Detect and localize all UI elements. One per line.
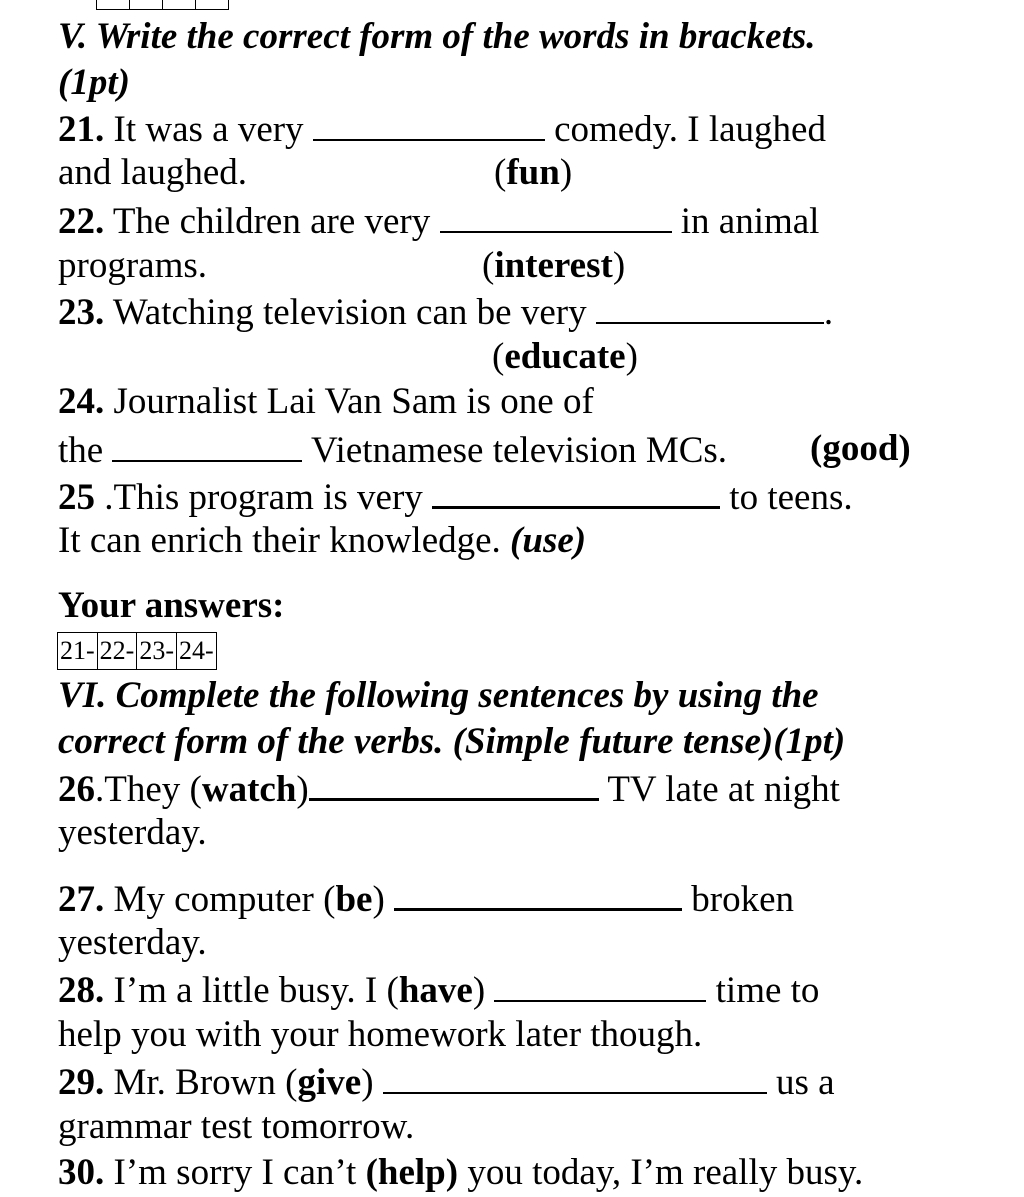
verb-hint: be (335, 879, 373, 920)
answer-box (57, 632, 217, 670)
question-text: Watching television can be very (104, 292, 596, 333)
question-26: 26.They (watch) TV late at night (58, 769, 840, 810)
question-text: to teens. (720, 477, 853, 518)
question-24 (58, 383, 594, 420)
question-text: in animal (671, 201, 820, 242)
question-27-continued: yesterday. (58, 922, 207, 963)
answers-label: Your answers: (58, 585, 285, 626)
question-text: Journalist Lai Van Sam is one of (104, 381, 594, 422)
question-28-continued: help you with your homework later though. (58, 1014, 703, 1055)
section-6-heading-line-1: VI. Complete the following sentences by using the (58, 675, 819, 716)
question-29: 29. Mr. Brown (give) us a (58, 1062, 835, 1103)
answer-blank-25[interactable] (432, 476, 720, 509)
verb-hint: give (297, 1062, 362, 1103)
question-number: 24. (58, 381, 105, 422)
question-text: .This program is very (95, 477, 433, 518)
question-27: 27. My computer (be) broken (58, 879, 795, 920)
question-text: The children are very (104, 201, 440, 242)
hint-fun: (fun) (494, 152, 573, 193)
answer-blank-27[interactable] (394, 878, 682, 911)
question-text: It was a very (104, 109, 313, 150)
section-5-heading: V. Write the correct form of the words in brackets. (58, 16, 816, 57)
hint-educate: (educate) (492, 336, 638, 377)
question-30: 30. I’m sorry I can’t (help) you today, I’m really busy. (58, 1152, 864, 1193)
question-text: . (823, 292, 834, 333)
question-number: 25 (58, 477, 95, 518)
question-22-continued: programs. (58, 245, 207, 286)
section-6-heading-line-2: correct form of the verbs. (Simple future tense)(1pt) (58, 721, 846, 762)
hint-use: (use) (510, 520, 587, 561)
question-28: 28. I’m a little busy. I (have) time to (58, 970, 820, 1011)
question-25 (58, 476, 853, 516)
hint-good: (good) (810, 428, 911, 469)
question-number: 30. (58, 1152, 105, 1193)
answer-blank-22[interactable] (440, 201, 672, 233)
question-29-continued: grammar test tomorrow. (58, 1106, 415, 1147)
hint-interest: (interest) (482, 245, 626, 286)
question-number: 27. (58, 879, 105, 920)
answer-blank-26[interactable] (309, 768, 599, 801)
question-text: comedy. I laughed (544, 109, 826, 150)
question-number: 26 (58, 769, 95, 810)
section-5-points: (1pt) (58, 62, 130, 103)
answer-cell[interactable]: 23- (137, 633, 177, 669)
question-number: 21. (58, 109, 105, 150)
question-22 (58, 201, 819, 240)
question-number: 28. (58, 970, 105, 1011)
question-24-continued: the Vietnamese television MCs. (58, 430, 728, 471)
verb-hint: have (398, 970, 473, 1011)
answer-blank-29[interactable] (383, 1062, 767, 1094)
answer-cell[interactable]: 24- (179, 636, 214, 665)
verb-hint: (help) (365, 1152, 459, 1193)
top-answer-box-fragment (96, 0, 229, 10)
answer-blank-21[interactable] (313, 109, 545, 141)
question-23 (58, 292, 833, 331)
answer-cell[interactable]: 21- (58, 633, 98, 669)
answer-blank-24[interactable] (112, 430, 302, 462)
answer-blank-23[interactable] (596, 292, 824, 324)
verb-hint: watch (201, 769, 297, 810)
question-number: 23. (58, 292, 105, 333)
question-25-continued: It can enrich their knowledge. (use) (58, 520, 587, 561)
answer-blank-28[interactable] (494, 970, 706, 1002)
question-number: 22. (58, 201, 105, 242)
question-21-continued: and laughed. (58, 152, 248, 193)
question-26-continued: yesterday. (58, 812, 207, 853)
question-number: 29. (58, 1062, 105, 1103)
question-21 (58, 109, 826, 148)
answer-cell[interactable]: 22- (98, 633, 138, 669)
